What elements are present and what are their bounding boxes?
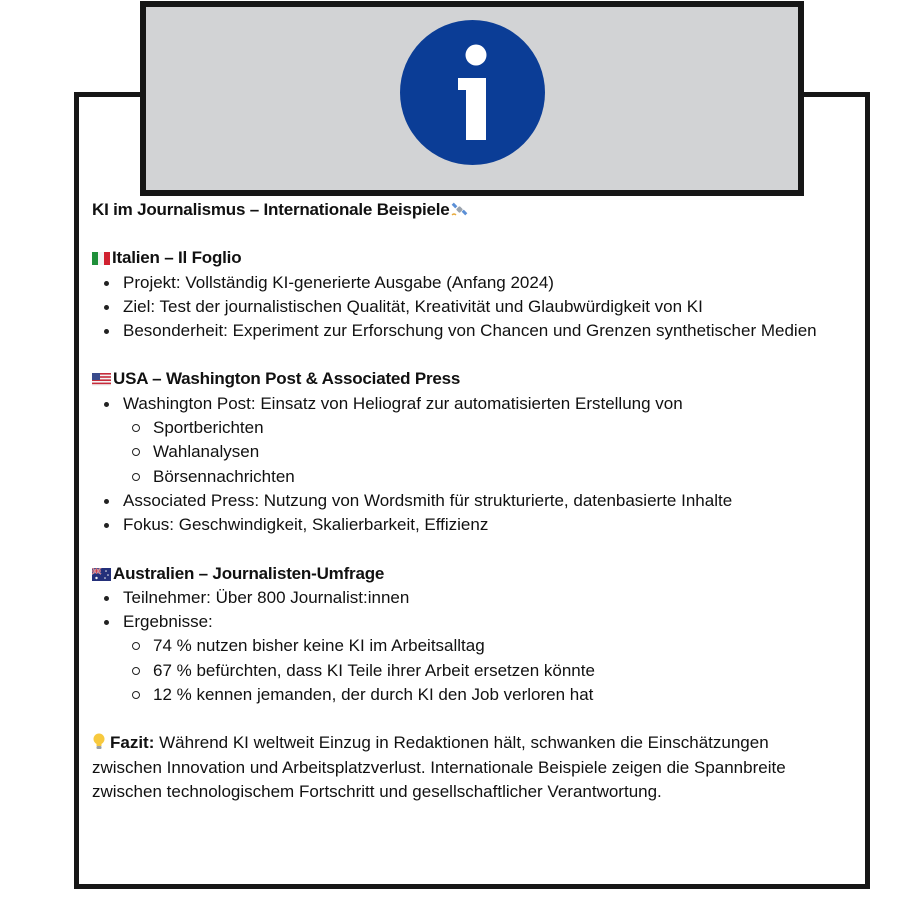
list-item: Besonderheit: Experiment zur Erforschung von Chancen und Grenzen synthetischer Medien: [92, 319, 822, 343]
list-item: Teilnehmer: Über 800 Journalist:innen: [92, 586, 822, 610]
info-header-box: [140, 1, 804, 196]
section-australia: [92, 562, 822, 708]
sub-list-item: Börsennachrichten: [92, 465, 822, 489]
sub-list-item: 67 % befürchten, dass KI Teile ihrer Arbeit ersetzen könnte: [92, 659, 822, 683]
sub-list-item: 74 % nutzen bisher keine KI im Arbeitsalltag: [92, 634, 822, 658]
info-content: [92, 198, 822, 804]
list-item: Ergebnisse:: [92, 610, 822, 634]
italy-flag-icon: [92, 252, 110, 265]
fazit-label: Fazit:: [110, 733, 155, 753]
info-icon: [400, 20, 545, 165]
list-item: Projekt: Vollständig KI-generierte Ausgabe (Anfang 2024): [92, 271, 822, 295]
section-italy: [92, 246, 822, 343]
bullet-list: [92, 586, 822, 707]
lightbulb-icon: [92, 733, 106, 750]
sub-list-item: 12 % kennen jemanden, der durch KI den Job verloren hat: [92, 683, 822, 707]
fazit-text: Während KI weltweit Einzug in Redaktionen hält, schwanken die Einschätzungen zwischen Innovation und Arbeitsplatzverlust. Internationale Beispiele zeigen die Spannbreite zwischen technologischem Fortschritt und gesellschaftlicher Verantwortung.: [92, 733, 786, 801]
list-item: Fokus: Geschwindigkeit, Skalierbarkeit, Effizienz: [92, 513, 822, 537]
list-item: Ziel: Test der journalistischen Qualität, Kreativität und Glaubwürdigkeit von KI: [92, 295, 822, 319]
satellite-icon: [450, 201, 468, 217]
page-title: KI im Journalismus – Internationale Beispiele: [92, 198, 822, 222]
list-item: Associated Press: Nutzung von Wordsmith für strukturierte, datenbasierte Inhalte: [92, 489, 822, 513]
section-heading: Italien – Il Foglio: [92, 246, 822, 270]
fazit-paragraph: [92, 731, 822, 804]
usa-flag-icon: [92, 373, 111, 386]
list-item: Washington Post: Einsatz von Heliograf zur automatisierten Erstellung von: [92, 392, 822, 416]
bullet-list: [92, 271, 822, 344]
section-usa: [92, 367, 822, 537]
bullet-list: [92, 392, 822, 538]
sub-list-item: Sportberichten: [92, 416, 822, 440]
sub-list-item: Wahlanalysen: [92, 440, 822, 464]
australia-flag-icon: [92, 568, 111, 581]
section-heading: USA – Washington Post & Associated Press: [92, 367, 822, 391]
section-heading: Australien – Journalisten-Umfrage: [92, 562, 822, 586]
